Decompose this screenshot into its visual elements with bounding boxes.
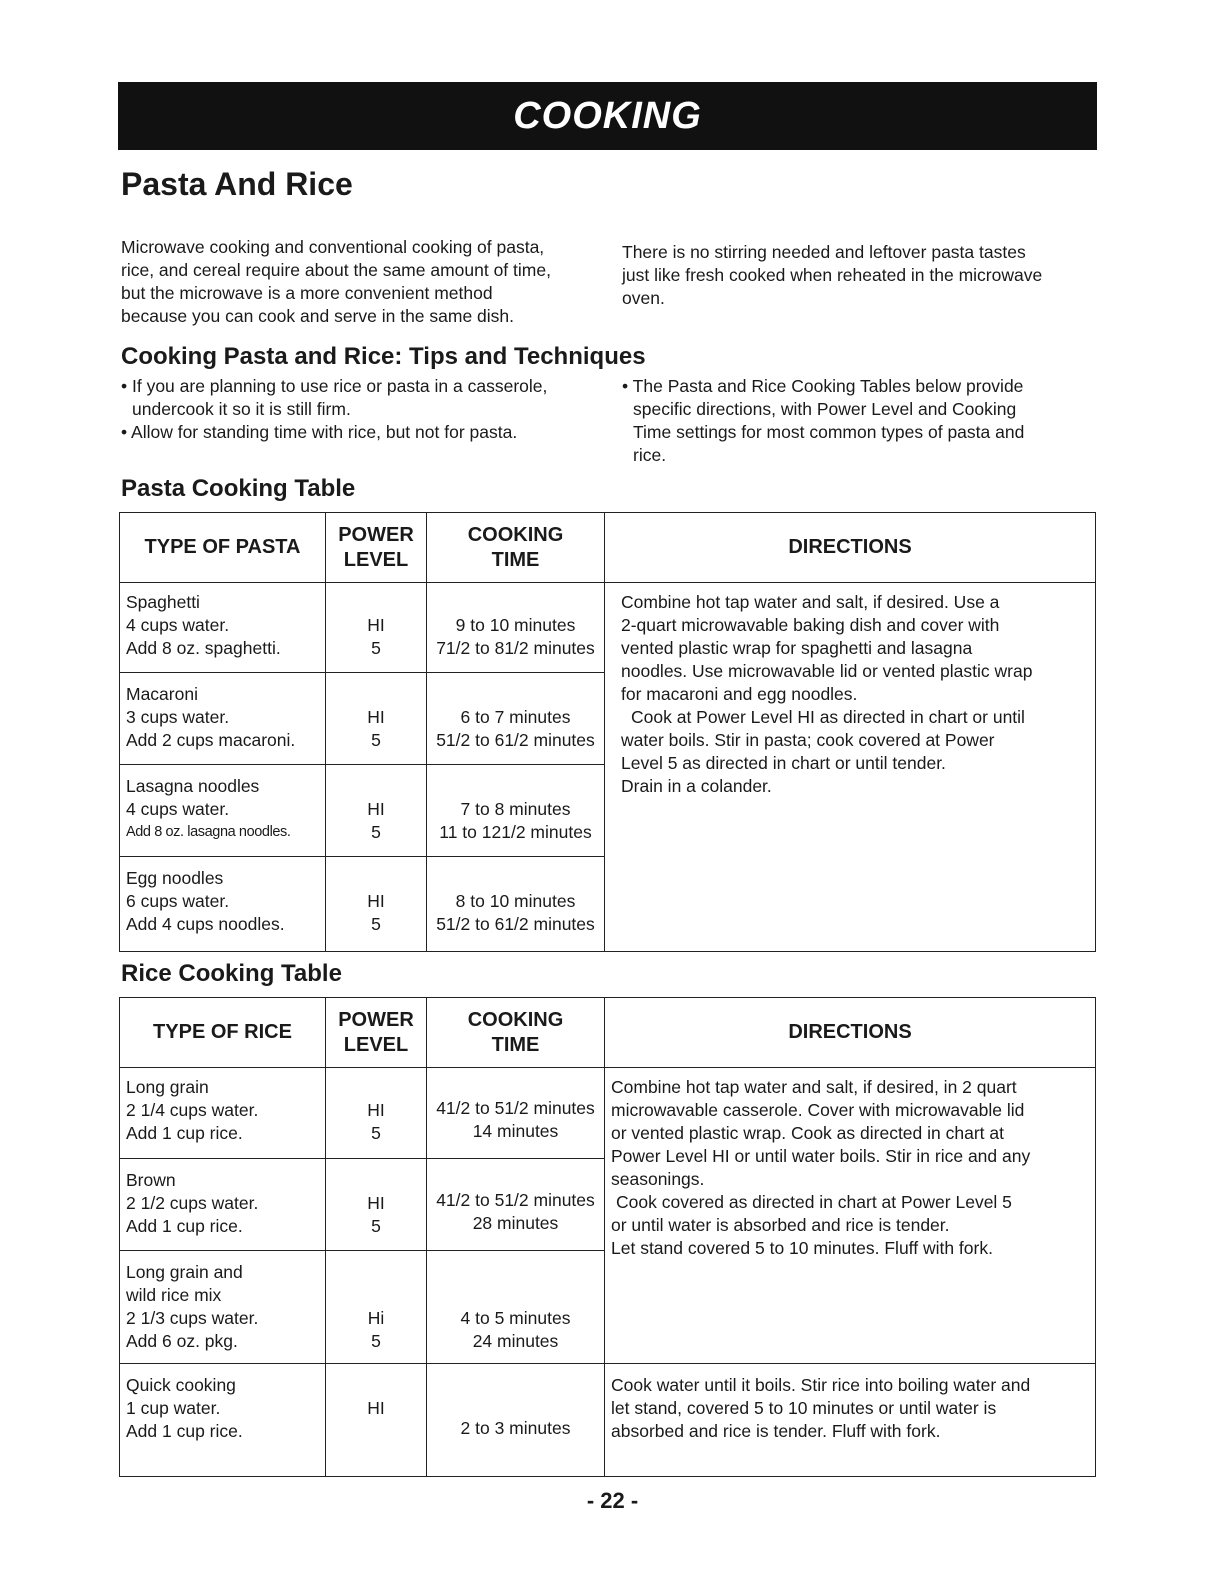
power-level: HI (367, 1193, 385, 1213)
power-level: 5 (371, 730, 381, 750)
header-line: POWER (338, 1008, 414, 1031)
rice-line: Long grain (126, 1077, 209, 1097)
power-level: HI (367, 615, 385, 635)
cooking-time: 9 to 10 minutes (455, 615, 576, 635)
page-number: - 22 - (586, 1488, 639, 1513)
quick-rice-directions (605, 1364, 1095, 1443)
header-line: LEVEL (343, 548, 409, 571)
power-level: HI (367, 1100, 385, 1120)
header-line: COOKING (467, 523, 564, 546)
intro-right (622, 241, 1042, 310)
cooking-time: 71/2 to 81/2 minutes (436, 638, 595, 658)
direction-line: 2-quart microwavable baking dish and cover with (621, 615, 1000, 635)
rice-directions (605, 1068, 1095, 1260)
pasta-header-row (120, 513, 1096, 583)
direction-line: Level 5 as directed in chart or until tender. (621, 753, 946, 773)
cooking-time: 41/2 to 51/2 minutes (436, 1190, 595, 1210)
pasta-add: Add 2 cups macaroni. (126, 730, 296, 750)
pasta-header-power (326, 513, 427, 583)
power-level: 5 (371, 1123, 381, 1143)
power-level: HI (367, 891, 385, 911)
tips-left (121, 375, 547, 444)
direction-line: microwavable casserole. Cover with microwavable lid (611, 1100, 1025, 1120)
table-row (120, 583, 1096, 673)
direction-line: let stand, covered 5 to 10 minutes or until water is (611, 1398, 997, 1418)
tip-line: Time settings for most common types of pasta and (633, 422, 1025, 442)
cooking-time: 4 to 5 minutes (460, 1308, 571, 1328)
intro-right-line: oven. (622, 288, 665, 308)
rice-header-directions: DIRECTIONS (605, 998, 1096, 1068)
power-level: 5 (371, 822, 381, 842)
direction-line: Combine hot tap water and salt, if desired. Use a (621, 592, 1000, 612)
rice-header-row (120, 998, 1096, 1068)
pasta-name: Lasagna noodles (126, 776, 260, 796)
banner-title: COOKING (513, 94, 702, 137)
direction-line: noodles. Use microwavable lid or vented plastic wrap (621, 661, 1033, 681)
rice-line: Brown (126, 1170, 176, 1190)
rice-line: Quick cooking (126, 1375, 236, 1395)
pasta-name: Spaghetti (126, 592, 200, 612)
rice-line: Add 1 cup rice. (126, 1421, 243, 1441)
rice-table-title: Rice Cooking Table (121, 960, 342, 987)
header-line: TIME (491, 1033, 540, 1056)
intro-right-line: There is no stirring needed and leftover pasta tastes (622, 242, 1026, 262)
intro-left-line: but the microwave is a more convenient method (121, 283, 493, 303)
pasta-water: 4 cups water. (126, 615, 230, 635)
cooking-time: 41/2 to 51/2 minutes (436, 1098, 595, 1118)
pasta-cooking-table (119, 512, 1096, 952)
tip-line: • Allow for standing time with rice, but not for pasta. (121, 422, 518, 442)
rice-header-type: TYPE OF RICE (120, 998, 326, 1068)
tip-line: • If you are planning to use rice or pasta in a casserole, (121, 376, 548, 396)
rice-line: 1 cup water. (126, 1398, 221, 1418)
pasta-add: Add 4 cups noodles. (126, 914, 285, 934)
tips-right (622, 375, 1024, 467)
intro-left (121, 236, 551, 328)
intro-left-line: rice, and cereal require about the same amount of time, (121, 260, 551, 280)
power-level: Hi (367, 1308, 385, 1328)
direction-line: Cook at Power Level HI as directed in chart or until (631, 707, 1025, 727)
pasta-header-directions: DIRECTIONS (605, 513, 1096, 583)
direction-line: or vented plastic wrap. Cook as directed in chart at (611, 1123, 1004, 1143)
direction-line: for macaroni and egg noodles. (621, 684, 858, 704)
cooking-time: 2 to 3 minutes (460, 1418, 571, 1438)
tip-line: specific directions, with Power Level and Cooking (633, 399, 1017, 419)
cooking-time: 51/2 to 61/2 minutes (436, 914, 595, 934)
rice-header-power (326, 998, 427, 1068)
pasta-header-type: TYPE OF PASTA (120, 513, 326, 583)
tips-heading: Cooking Pasta and Rice: Tips and Techniques (121, 343, 646, 370)
direction-line: seasonings. (611, 1169, 705, 1189)
rice-line: Add 1 cup rice. (126, 1123, 243, 1143)
direction-line: Drain in a colander. (621, 776, 772, 796)
rice-cooking-table (119, 997, 1096, 1477)
direction-line: Power Level HI or until water boils. Stir in rice and any (611, 1146, 1031, 1166)
cooking-time: 11 to 121/2 minutes (439, 822, 592, 842)
intro-right-line: just like fresh cooked when reheated in the microwave (622, 265, 1043, 285)
power-level: HI (367, 1398, 385, 1418)
direction-line: or until water is absorbed and rice is tender. (611, 1215, 950, 1235)
power-level: 5 (371, 914, 381, 934)
power-level: HI (367, 799, 385, 819)
pasta-water: 6 cups water. (126, 891, 230, 911)
rice-line: wild rice mix (126, 1285, 222, 1305)
cooking-time: 6 to 7 minutes (460, 707, 571, 727)
power-level: HI (367, 707, 385, 727)
direction-line: vented plastic wrap for spaghetti and lasagna (621, 638, 973, 658)
direction-line: water boils. Stir in pasta; cook covered at Power (621, 730, 995, 750)
pasta-table-title: Pasta Cooking Table (121, 475, 356, 502)
pasta-name: Egg noodles (126, 868, 224, 888)
table-row (120, 1068, 1096, 1159)
cooking-time: 14 minutes (472, 1121, 559, 1141)
pasta-water: 4 cups water. (126, 799, 230, 819)
pasta-name: Macaroni (126, 684, 198, 704)
intro-left-line: because you can cook and serve in the same dish. (121, 306, 515, 326)
direction-line: Cook covered as directed in chart at Power Level 5 (616, 1192, 1012, 1212)
rice-line: Add 1 cup rice. (126, 1216, 243, 1236)
tip-line: rice. (633, 445, 667, 465)
intro-left-line: Microwave cooking and conventional cooking of pasta, (121, 237, 545, 257)
pasta-directions (605, 583, 1095, 798)
header-line: COOKING (467, 1008, 564, 1031)
page-title: Pasta And Rice (121, 166, 353, 202)
cooking-time: 7 to 8 minutes (460, 799, 571, 819)
rice-line: Add 6 oz. pkg. (126, 1331, 238, 1351)
direction-line: Let stand covered 5 to 10 minutes. Fluff with fork. (611, 1238, 993, 1258)
direction-line: Cook water until it boils. Stir rice into boiling water and (611, 1375, 1031, 1395)
pasta-add: Add 8 oz. lasagna noodles. (126, 824, 291, 840)
power-level: 5 (371, 1216, 381, 1236)
tip-line: • The Pasta and Rice Cooking Tables below provide (622, 376, 1024, 396)
cooking-time: 28 minutes (472, 1213, 559, 1233)
section-banner (118, 82, 1097, 150)
rice-line: 2 1/3 cups water. (126, 1308, 259, 1328)
header-line: POWER (338, 523, 414, 546)
table-row (120, 1364, 1096, 1477)
power-level: 5 (371, 638, 381, 658)
cooking-time: 24 minutes (472, 1331, 559, 1351)
rice-line: 2 1/4 cups water. (126, 1100, 259, 1120)
direction-line: absorbed and rice is tender. Fluff with fork. (611, 1421, 941, 1441)
rice-header-time (427, 998, 605, 1068)
pasta-add: Add 8 oz. spaghetti. (126, 638, 281, 658)
cooking-time: 51/2 to 61/2 minutes (436, 730, 595, 750)
tip-line: undercook it so it is still firm. (132, 399, 351, 419)
pasta-header-time (427, 513, 605, 583)
cooking-time: 8 to 10 minutes (455, 891, 576, 911)
pasta-water: 3 cups water. (126, 707, 230, 727)
rice-line: Long grain and (126, 1262, 243, 1282)
power-level: 5 (371, 1331, 381, 1351)
header-line: LEVEL (343, 1033, 409, 1056)
rice-line: 2 1/2 cups water. (126, 1193, 259, 1213)
header-line: TIME (491, 548, 540, 571)
direction-line: Combine hot tap water and salt, if desired, in 2 quart (611, 1077, 1017, 1097)
